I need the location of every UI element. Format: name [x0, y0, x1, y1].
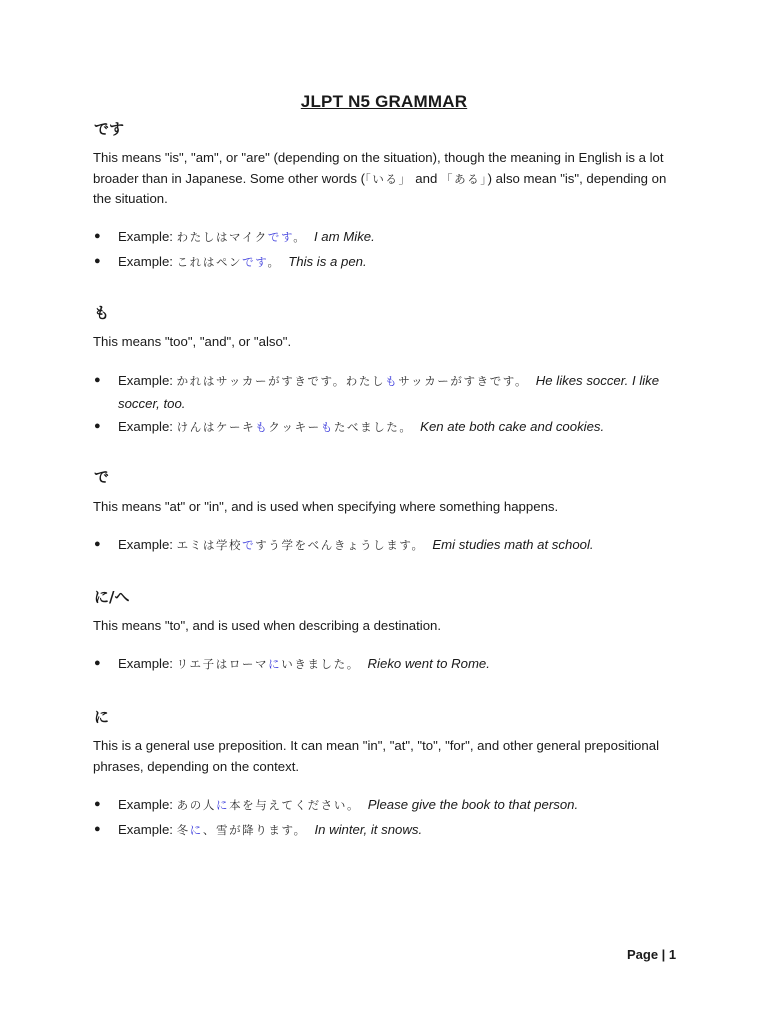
- example-english: Please give the book to that person.: [367, 797, 579, 812]
- example-japanese: エミは学校ですう学をべんきょうします。: [176, 538, 425, 552]
- highlight: も: [320, 420, 334, 434]
- desc-text: and: [411, 170, 441, 186]
- highlight: です: [267, 230, 294, 244]
- example-english: In winter, it snows.: [314, 821, 423, 837]
- list-item: [93, 794, 683, 817]
- bullet-icon: ●: [94, 822, 101, 835]
- example-label: Example:: [118, 229, 173, 244]
- highlight: に: [268, 657, 282, 671]
- jp-word-aru: 「ある」: [440, 171, 488, 186]
- highlight: に: [215, 798, 230, 812]
- section-desc-nihe: This means "to", and is used when describing a destination.: [93, 618, 442, 633]
- section-desc-mo: This means "too", "and", or "also".: [93, 334, 292, 349]
- example-label: Example:: [118, 537, 173, 552]
- bullet-icon: ●: [94, 657, 101, 669]
- example-english: Rieko went to Rome.: [367, 656, 490, 671]
- example-list-mo: [93, 370, 683, 441]
- section-heading-mo: も: [94, 304, 110, 322]
- list-item: [93, 534, 683, 557]
- example-label: Example:: [118, 253, 173, 269]
- section-heading-ni: に: [94, 708, 110, 726]
- list-item: [93, 370, 683, 414]
- example-english: Ken ate both cake and cookies.: [420, 419, 605, 434]
- section-desc-desu: [93, 148, 683, 210]
- page-number: Page | 1: [627, 947, 677, 962]
- highlight: で: [242, 538, 256, 552]
- bullet-icon: ●: [94, 538, 101, 550]
- example-english: He likes soccer. I like soccer, too.: [118, 373, 660, 411]
- example-japanese: かれはサッカーがすきです。わたしもサッカーがすきです。: [176, 374, 529, 388]
- example-japanese: リエ子はローマにいきました。: [176, 657, 360, 671]
- example-list-ni: [93, 794, 683, 843]
- example-label: Example:: [118, 656, 173, 671]
- section-desc-ni: This is a general use preposition. It can mean "in", "at", "to", "for", and other general prepositional phrases, depending on the context.: [93, 738, 659, 774]
- jp-word-iru: 「いる」: [364, 171, 412, 186]
- example-list-nihe: [93, 653, 683, 678]
- highlight: です: [242, 254, 268, 269]
- list-item: [93, 416, 683, 439]
- example-japanese: わたしはマイクです。: [176, 230, 307, 244]
- highlight: も: [255, 420, 269, 434]
- bullet-icon: ●: [94, 798, 101, 810]
- list-item: [93, 226, 683, 249]
- list-item: [93, 819, 683, 842]
- page-title: JLPT N5 GRAMMAR: [300, 92, 468, 111]
- example-english: I am Mike.: [313, 229, 375, 244]
- list-item: [93, 653, 683, 676]
- bullet-icon: ●: [94, 374, 101, 386]
- desc-text: This means "is", "am", or "are" (depending on the situation), though the meaning in English is a lot broader than in Japanese. Some other words (: [93, 150, 664, 186]
- highlight: も: [385, 374, 399, 388]
- section-heading-nihe: に/へ: [94, 588, 130, 606]
- example-label: Example:: [118, 373, 173, 388]
- example-english: This is a pen.: [288, 253, 367, 269]
- example-list-de: [93, 534, 683, 559]
- bullet-icon: ●: [94, 254, 101, 267]
- example-label: Example:: [118, 797, 173, 812]
- highlight: に: [189, 822, 203, 837]
- example-list-desu: [93, 226, 683, 275]
- example-label: Example:: [118, 419, 173, 434]
- section-desc-de: This means "at" or "in", and is used when specifying where something happens.: [93, 499, 559, 514]
- example-japanese: これはペンです。: [176, 254, 281, 269]
- example-japanese: けんはケーキもクッキーもたべました。: [176, 420, 413, 434]
- bullet-icon: ●: [94, 230, 101, 242]
- section-heading-desu: です: [94, 120, 125, 138]
- bullet-icon: ●: [94, 420, 101, 432]
- example-label: Example:: [118, 821, 173, 837]
- list-item: [93, 251, 683, 274]
- example-english: Emi studies math at school.: [432, 537, 594, 552]
- section-heading-de: で: [94, 468, 110, 486]
- example-japanese: あの人に本を与えてください。: [176, 798, 361, 812]
- example-japanese: 冬に、雪が降ります。: [176, 822, 307, 837]
- desc-text: ) also mean "is", depending on the situation.: [93, 170, 667, 207]
